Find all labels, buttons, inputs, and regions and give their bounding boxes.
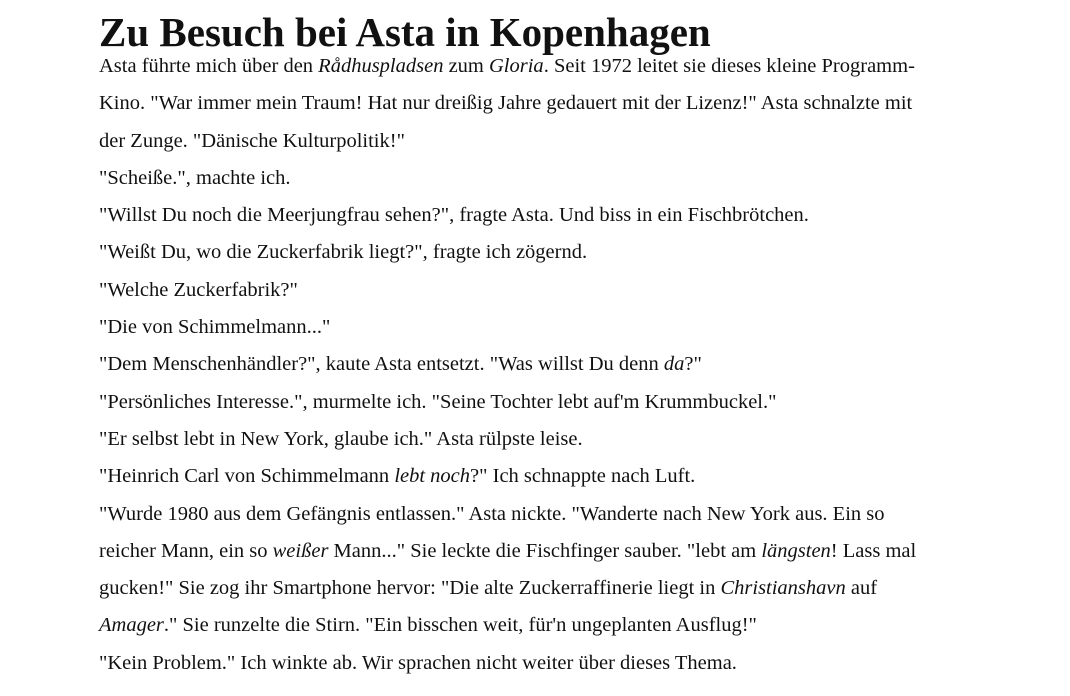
document-body	[99, 48, 979, 682]
emphasis-text: weißer	[272, 539, 329, 562]
paragraph: "Wurde 1980 aus dem Gefängnis entlassen." Asta nickte. "Wanderte nach New York aus. Ein so reicher Mann, ein so weißer Mann..." Sie leckte die Fischfinger sauber. "lebt am längsten! Lass mal gucken!" Sie zog ihr Smartphone hervor: "Die alte Zuckerraffinerie liegt in Christianshavn auf Amager." Sie runzelte die Stirn. "Ein bisschen weit, für'n ungeplanten Ausflug!"	[99, 502, 917, 637]
paragraph: "Persönliches Interesse.", murmelte ich. "Seine Tochter lebt auf'm Krummbuckel."	[99, 390, 777, 413]
paragraph: "Weißt Du, wo die Zuckerfabrik liegt?", fragte ich zögernd.	[99, 241, 588, 264]
emphasis-text: lebt noch	[394, 465, 471, 488]
paragraph: "Dem Menschenhändler?", kaute Asta entsetzt. "Was willst Du denn da?"	[99, 353, 702, 376]
emphasis-text: Rådhuspladsen	[318, 55, 444, 77]
paragraph: "Scheiße.", machte ich.	[99, 166, 291, 189]
paragraph: "Willst Du noch die Meerjungfrau sehen?", fragte Asta. Und biss in ein Fischbrötchen.	[99, 204, 809, 227]
emphasis-text: Amager	[99, 614, 164, 637]
document-title: Zu Besuch bei Asta in Kopenhagen	[99, 9, 711, 55]
emphasis-text: Christianshavn	[720, 577, 846, 600]
emphasis-text: Gloria	[489, 55, 544, 77]
emphasis-text: da	[663, 353, 685, 376]
paragraph: "Heinrich Carl von Schimmelmann lebt noch?" Ich schnappte nach Luft.	[99, 465, 696, 488]
document	[99, 9, 979, 682]
paragraph: "Er selbst lebt in New York, glaube ich." Asta rülpste leise.	[99, 427, 583, 450]
emphasis-text: längsten	[761, 539, 831, 562]
paragraph: "Welche Zuckerfabrik?"	[99, 278, 298, 301]
paragraph: "Kein Problem." Ich winkte ab. Wir sprachen nicht weiter über dieses Thema.	[99, 651, 737, 674]
paragraph: "Die von Schimmelmann..."	[99, 316, 331, 339]
paragraph: Asta führte mich über den Rådhuspladsen zum Gloria. Seit 1972 leitet sie dieses kleine Programm- Kino. "War immer mein Traum! Hat nur dreißig Jahre gedauert mit der Lizenz!" Asta schnalzte mit der Zunge. "Dänische Kulturpolitik!"	[99, 55, 915, 152]
